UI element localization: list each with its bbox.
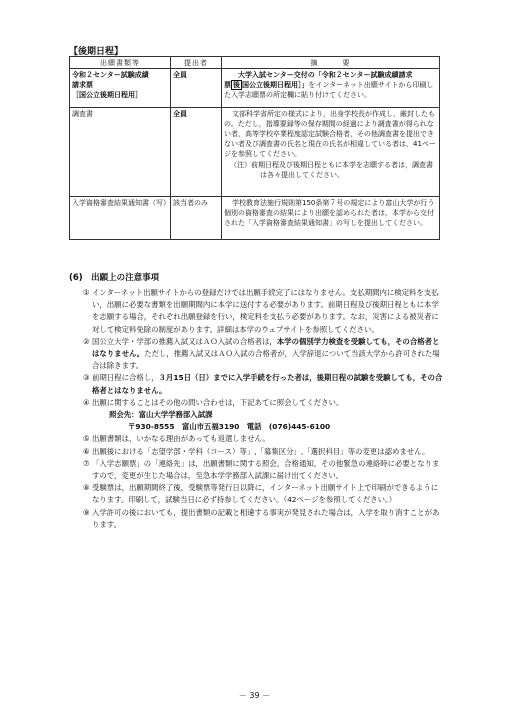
item-text: 入学許可の後においても，提出書類の記載と相違する事実が発見された場合は，入学を取り消すことがあります。 <box>92 507 440 529</box>
contact-address: 〒930-8555 富山市五福3190 電話 (076)445-6100 <box>128 422 331 432</box>
list-item <box>69 287 444 336</box>
item-number: ⑧ <box>83 483 90 493</box>
table-row <box>70 197 440 240</box>
item-text-post: ただし，推薦入試又はＡＯ入試の合格者が，入学辞退について当該大学から許可された場合は除きます。 <box>92 349 440 371</box>
header-submitter: 提出者 <box>171 57 222 69</box>
section-title: 【後期日程】 <box>69 47 124 57</box>
item-text: 出願書類は，いかなる理由があっても返還しません。 <box>92 434 270 444</box>
item-number: ② <box>83 336 90 346</box>
list-item <box>69 446 444 458</box>
list-item <box>69 433 444 445</box>
row1-doc-line1: 令和２センター試験成績 <box>72 71 149 79</box>
row3-description <box>222 197 440 240</box>
item-text-pre: 前期日程に合格し， <box>92 373 159 383</box>
row1-desc-bold2-pre: 票 <box>224 81 231 89</box>
item-text: 出願に関することはその他の問い合わせは，下記あてに照会してください。 <box>92 397 344 407</box>
table-header-row <box>70 57 440 69</box>
row1-doc-line2: 請求票 <box>72 81 93 89</box>
row2-description <box>222 108 440 197</box>
list-item <box>69 372 444 396</box>
item-text-bold: ３月15日（日）までに入学手続を行った者は，後期日程の試験を受験しても，その合格者とはなりません。 <box>92 373 443 395</box>
row2-document: 調査書 <box>70 108 171 197</box>
list-item <box>69 458 444 482</box>
row2-submitter: 全員 <box>171 108 222 197</box>
row3-submitter: 該当者のみ <box>171 197 222 240</box>
item-number: ⑥ <box>83 446 90 456</box>
item-text: インターネット出願サイトからの登録だけでは出願手続完了にはなりません。支払期間内に検定料を支払い，出願に必要な書類を出願期間内に本学に送付する必要があります。前期日程及び後期日程ともに本学を志願する場合，それぞれ出願登録を行い，検定料を支払う必要があります。なお，災害による被災者に対して検定料免除の制度があります。詳細は本学のウェブサイトを参照してください。 <box>92 288 439 334</box>
row3-document: 入学資格審査結果通知書（写） <box>70 197 171 240</box>
list-item <box>69 397 444 409</box>
page-number: － 39 － <box>238 691 271 700</box>
notes-list <box>69 287 444 531</box>
header-summary: 摘 要 <box>222 57 440 69</box>
item-number: ⑤ <box>83 434 90 444</box>
list-item <box>69 507 444 531</box>
row2-note: （注）前期日程及び後期日程ともに本学を志願する者は，調査書は各々提出してください。 <box>230 161 433 179</box>
section6-title: (6) 出願上の注意事項 <box>69 273 160 283</box>
item-text: 出願後における「志望学部・学科（コース）等」,「募集区分」,「選択科目」等の変更は認めません。 <box>92 446 430 456</box>
list-item <box>69 482 444 506</box>
item-number: ⑦ <box>83 458 90 468</box>
row2-desc: 文部科学省所定の様式により，出身学校長が作成し，厳封したもの。ただし，指導要録等の保存期間の経過により調査書が得られない者，高等学校卒業程度認定試験合格者，その他調査書を提出できない者及び調査書の氏名と現在の氏名が相違している者は，41ページを参照してください。 <box>224 110 436 158</box>
contact-label: 照会先：富山大学学務部入試課 <box>109 410 213 420</box>
row1-submitter: 全員 <box>171 69 222 108</box>
item-text-pre: 国公立大学・学部の推薦入試又はＡＯ入試の合格者は， <box>92 336 277 346</box>
row1-description <box>222 69 440 108</box>
requirements-table <box>69 56 440 240</box>
item-number: ④ <box>83 397 90 407</box>
item-text: 受験票は，出願期間終了後，受験票等発行日以降に，インターネット出願サイト上で印刷ができるようになります。印刷して，試験当日に必ず持参してください。（42ページを参照してください。） <box>92 483 439 505</box>
row3-desc: 学校教育法施行規則第150条第７号の規定により富山大学が行う個別の資格審査の結果により出願を認められた者は，本学から交付された「入学資格審査結果通知書」の写しを提出してください。 <box>224 199 435 227</box>
item-number: ① <box>83 288 90 297</box>
item-number: ③ <box>83 373 90 383</box>
item-text-bold: 本学の個別学力検査を受験しても，その合格者とはなりません。 <box>92 336 440 359</box>
item-text: 「入学志願票」の「連絡先」は，出願書類に関する照会，合格通知，その他緊急の連絡時に必要となりますので，変更が生じた場合は，至急本学学務部入試課に届け出てください。 <box>92 458 440 481</box>
list-item <box>69 336 444 373</box>
item-number: ⑨ <box>83 507 90 517</box>
row1-desc-bold2-post: 国公立後期日程用］」 <box>242 81 309 89</box>
table-row <box>70 69 440 108</box>
row1-document <box>70 69 171 108</box>
row1-desc-rest: をインターネット出願サイトから印刷した入学志願票の所定欄に貼り付けてください。 <box>224 81 434 99</box>
table-row <box>70 108 440 197</box>
row1-doc-line3: ［国公立後期日程用］ <box>72 91 142 99</box>
row1-desc-bold: 大学入試センター交付の「令和２センター試験成績請求 <box>238 71 413 79</box>
header-documents: 出願書類等 <box>70 57 171 69</box>
row1-desc-boxed: 後 <box>233 81 240 89</box>
